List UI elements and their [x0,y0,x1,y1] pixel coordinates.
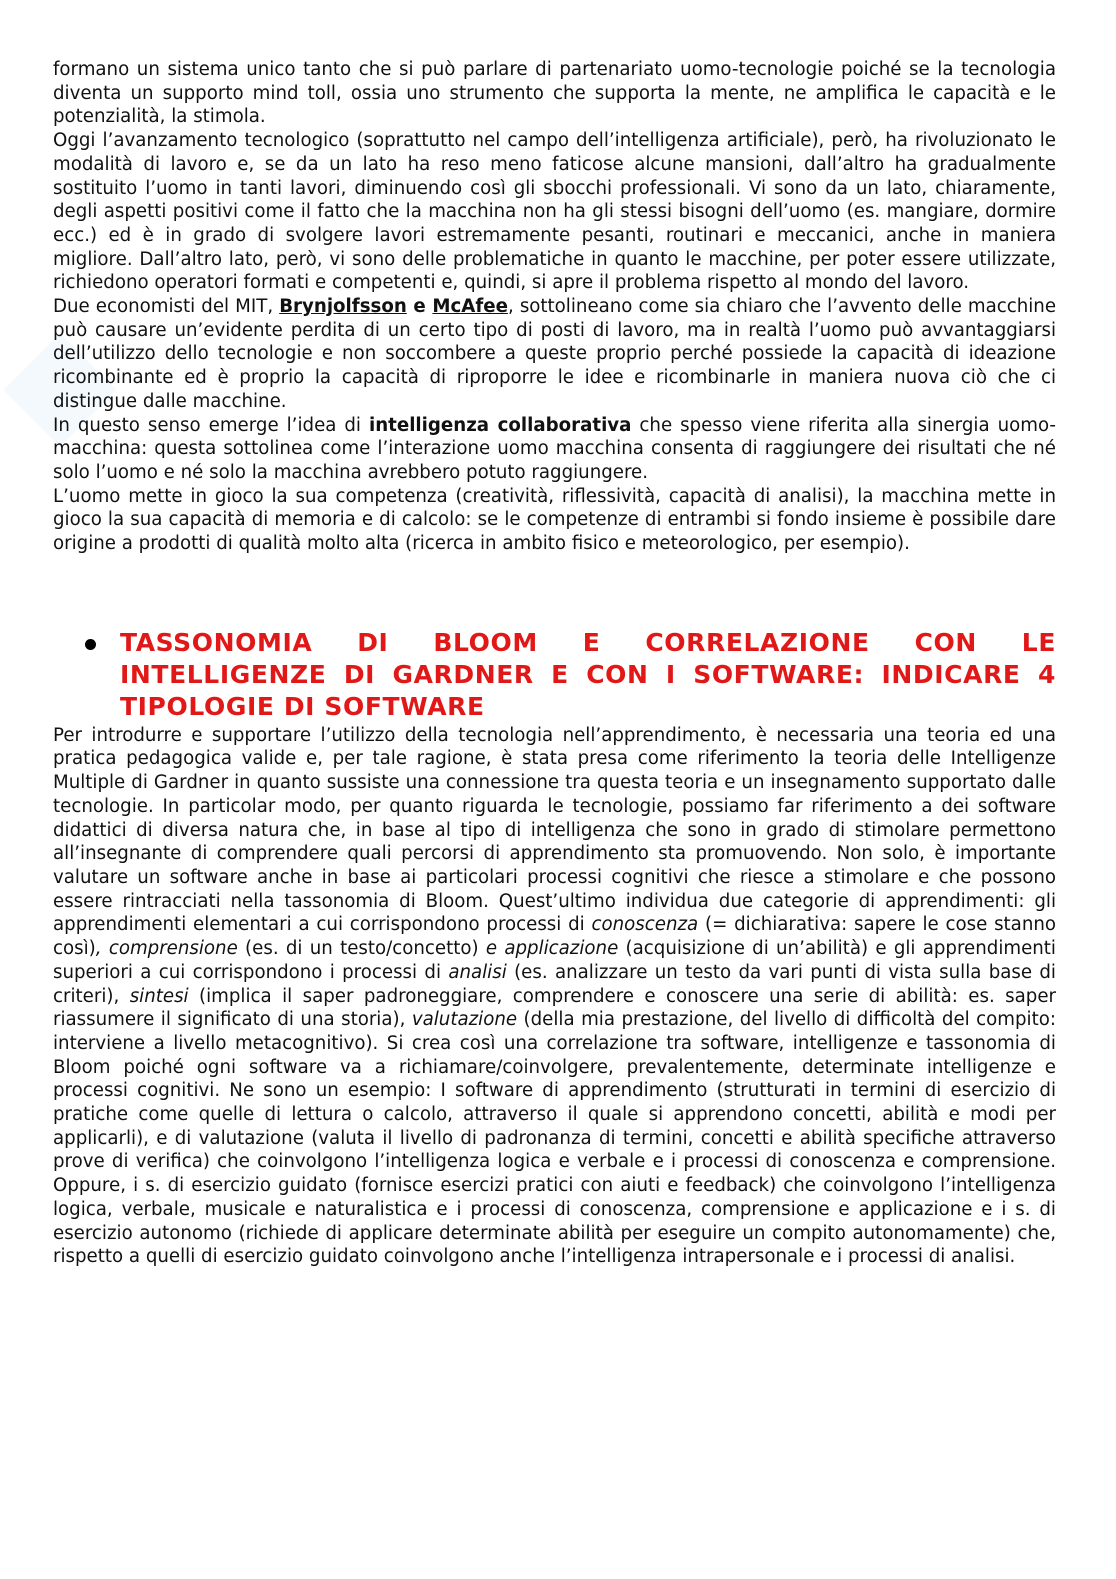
body-t1: Per introdurre e supportare l’utilizzo della tecnologia nell’apprendimento, è necessaria una teoria ed una pratica pedagogica valide e, per tale ragione, è stata presa come riferimento la teoria delle Intelligenze Multiple di Gardner in quanto sussiste una connessione tra questa teoria e un insegnamento supportato dalle tecnologie. In particolar modo, per quanto riguarda le tecnologie, possiamo far riferimento a dei software didattici di diversa natura che, in base al tipo di intelligenza che sono in grado di stimolare permettono all’insegnante di comprendere quali percorsi di apprendimento sta promuovendo. Non solo, è importante valutare un software anche in base ai particolari processi cognitivi che riesce a stimolare e che possono essere rintracciati nella tassonomia di Bloom. Quest’ultimo individua due categorie di apprendimenti: gli apprendimenti elementari a cui corrispondono processi di [53,724,1056,936]
author-brynjolfsson: Brynjolfsson [279,296,407,318]
term-sintesi: sintesi [129,985,189,1007]
paragraph-partenariato: formano un sistema unico tanto che si può parlare di partenariato uomo-tecnologie poiché se la tecnologia diventa un supporto mind toll, ossia uno strumento che supporta la mente, ne amplifica le capacità e le potenzialità, la stimola. [53,59,1056,128]
document-page [53,58,1056,1269]
term-analisi: analisi [448,961,507,983]
p4-pre: In questo senso emerge l’idea di [53,414,369,436]
body-t3: (es. di un testo/concetto) [237,938,486,960]
term-comprensione: , comprensione [95,938,238,960]
body-t5: (es. analizzare un testo da vari punti di vista sulla base di criteri), [53,961,1056,1007]
body-t2: (= dichiarativa: sapere le cose stanno così) [53,914,1057,960]
section-heading [53,627,1056,723]
p3-and: e [406,296,433,318]
term-valutazione: valutazione [411,1009,518,1031]
p4-post: che spesso viene riferita alla sinergia uomo-macchina: questa sottolinea come l’interazione uomo macchina consenta di raggiungere dei risultati che né solo l’uomo e né solo la macchina avrebbero potuto raggiungere. [53,414,1056,483]
paragraph-avanzamento-tecnologico: Oggi l’avanzamento tecnologico (soprattutto nel campo dell’intelligenza artificiale), però, ha rivoluzionato le modalità di lavoro e, se da un lato ha reso meno faticose alcune mansioni, dall’altro ha gradualmente sostituito l’uomo in tanti lavori, diminuendo così gli sbocchi professionali. Vi sono da un lato, chiaramente, degli aspetti positivi come il fatto che la macchina non ha gli stessi bisogni dell’uomo (es. mangiare, dormire ecc.) ed è in grado di svolgere lavori estremamente pesanti, routinari e meccanici, anche in maniera migliore. Dall’altro lato, però, vi sono delle problematiche in quanto le macchine, per poter essere utilizzate, richiedono operatori formati e competenti e, quindi, si apre il problema rispetto al mondo del lavoro. [53,130,1056,294]
section-gap [53,556,1056,627]
paragraph-competenza-uomo-macchina: L’uomo mette in gioco la sua competenza (creatività, riflessività, capacità di analisi), la macchina mette in gioco la sua capacità di memoria e di calcolo: se le competenze di entrambi si fondo insieme è possibile dare origine a prodotti di qualità molto alta (ricerca in ambito fisico e meteorologico, per esempio). [53,485,1056,555]
bullet-icon [53,627,120,660]
term-conoscenza: conoscenza [591,914,699,936]
author-mcafee: McAfee [432,296,508,318]
heading-tassonomia-bloom: TASSONOMIA DI BLOOM E CORRELAZIONE CON LE INTELLIGENZE DI GARDNER E CON I SOFTWARE: INDICARE 4 TIPOLOGIE DI SOFTWARE [120,627,1056,721]
paragraph-tassonomia-body [53,724,1056,1269]
p3-pre: Due economisti del MIT, [53,296,280,318]
paragraph-economisti-mit [53,295,1056,414]
body-t4: (acquisizione di un’abilità) e gli apprendimenti superiori a cui corrispondono i processi di [53,938,1056,983]
paragraph-intelligenza-collaborativa [53,414,1056,485]
p3-post: , sottolineano come sia chiaro che l’avvento delle macchine può causare un’evidente perdita di un certo tipo di posti di lavoro, ma in realtà l’uomo può avvantaggiarsi dell’utilizzo dello tecnologie e non soccombere a queste proprio perché possiede la capacità di ideazione ricombinante ed è proprio la capacità di riproporre le idee e ricombinarle in maniera nuova ciò che ci distingue dalle macchine. [53,296,1057,412]
term-applicazione: e applicazione [485,938,619,960]
body-t6: (implica il saper padroneggiare, comprendere e conoscere una serie di abilità: es. saper riassumere il significato di una storia), [53,985,1056,1031]
term-intelligenza-collaborativa: intelligenza collaborativa [368,414,632,436]
body-t7: (della mia prestazione, del livello di difficoltà del compito: interviene a livello metacognitivo). Si crea così una correlazione tra software, intelligenze e tassonomia di Bloom poiché ogni software va a richiamare/coinvolgere, prevalentemente, determinate intelligenze e processi cognitivi. Ne sono un esempio: I software di apprendimento (strutturati in termini di esercizio di pratiche come quelle di lettura o calcolo, attraverso il quale si apprendono concetti, abilità e modi per applicarli), e di valutazione (valuta il livello di padronanza di termini, concetti e abilità specifiche attraverso prove di verifica) che coinvolgono l’intelligenza logica e verbale e i processi di conoscenza e comprensione. Oppure, i s. di esercizio guidato (fornisce esercizi pratici con aiuti e feedback) che coinvolgono l’intelligenza logica, verbale, musicale e naturalistica e i processi di conoscenza, comprensione e applicazione e i s. di esercizio autonomo (richiede di applicare determinate abilità per eseguire un compito autonomamente) che, rispetto a quelli di esercizio guidato coinvolgono anche l’intelligenza intrapersonale e i processi di analisi. [53,1009,1056,1268]
